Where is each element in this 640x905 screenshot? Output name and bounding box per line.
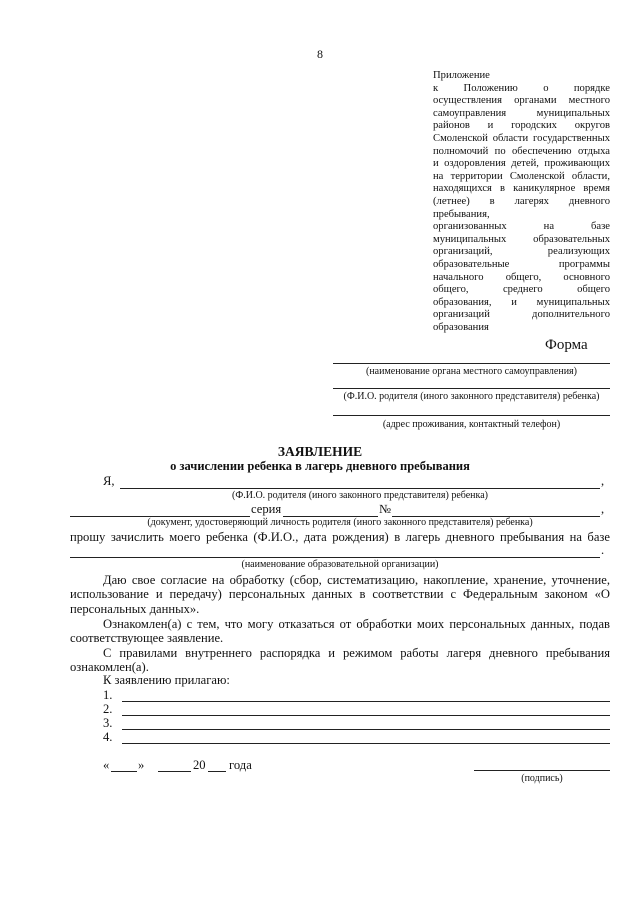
series-label: серия (251, 502, 282, 516)
document-subtitle: о зачислении ребенка в лагерь дневного пребывания (170, 459, 470, 473)
appendix-line: районов и городских округов (433, 120, 610, 132)
date-year-line[interactable] (208, 771, 226, 772)
date-close-quote: » (138, 758, 145, 772)
attachments-label: К заявлению прилагаю: (103, 673, 230, 687)
year-prefix: 20 (193, 758, 206, 772)
attachment-number: 1. (103, 688, 113, 702)
appendix-line: к Положению о порядке (433, 82, 610, 94)
organization-line[interactable] (70, 557, 600, 558)
date-open-quote: « (103, 758, 110, 772)
acquainted-paragraph: Ознакомлен(а) с тем, что могу отказаться от обработки моих персональных данных, подав соответствующее заявление. (70, 617, 610, 646)
parent-line[interactable] (333, 388, 610, 389)
attachment-line[interactable] (122, 715, 610, 716)
appendix-line: организованных на базе (433, 221, 610, 233)
address-caption: (адрес проживания, контактный телефон) (382, 419, 561, 430)
period: . (601, 543, 605, 557)
document-title: ЗАЯВЛЕНИЕ (277, 444, 363, 459)
appendix-line: пребывания, (433, 208, 490, 220)
organization-caption: (наименование образовательной организации) (241, 559, 439, 570)
authority-caption: (наименование органа местного самоуправления) (365, 366, 577, 377)
parent-name-line[interactable] (120, 488, 600, 489)
appendix-line: образования (433, 321, 489, 333)
attachment-line[interactable] (122, 729, 610, 730)
page-number: 8 (317, 47, 323, 61)
date-day-line[interactable] (111, 771, 137, 772)
number-label: № (379, 502, 392, 516)
authority-line[interactable] (333, 363, 610, 364)
comma: , (601, 474, 605, 488)
address-line[interactable] (333, 415, 610, 416)
appendix-line: (летнее) в лагерях дневного (433, 195, 610, 207)
appendix-line: осуществления органами местного (433, 95, 610, 107)
attachment-line[interactable] (122, 701, 610, 702)
consent-paragraph: Даю свое согласие на обработку (сбор, систематизацию, накопление, хранение, уточнение, использование и передачу) персональных данных в соответствии с Федеральным законом «О персональных данных». (70, 573, 610, 616)
appendix-line: самоуправления муниципальных (433, 107, 610, 119)
year-suffix: года (229, 758, 252, 772)
parent-name-caption: (Ф.И.О. родителя (иного законного представителя) ребенка) (232, 490, 488, 501)
appendix-line: организаций дополнительного (433, 309, 610, 321)
appendix-block (433, 70, 610, 334)
appendix-line: организаций, реализующих (433, 246, 610, 258)
attachment-number: 2. (103, 702, 113, 716)
appendix-line: общего, среднего общего (433, 284, 610, 296)
request-text: прошу зачислить моего ребенка (Ф.И.О., дата рождения) в лагерь дневного пребывания на базе (70, 530, 610, 544)
appendix-line: полномочий по обеспечению отдыха (433, 145, 610, 157)
signature-line[interactable] (474, 770, 610, 771)
attachment-number: 4. (103, 730, 113, 744)
attachment-line[interactable] (122, 743, 610, 744)
appendix-line: находящихся в каникулярное время (433, 183, 610, 195)
ya-prefix: Я, (103, 474, 115, 488)
form-label: Форма (545, 337, 588, 353)
comma: , (601, 502, 605, 516)
rules-paragraph: С правилами внутреннего распорядка и режимом работы лагеря дневного пребывания ознакомлен(а). (70, 646, 610, 675)
date-month-line[interactable] (158, 771, 191, 772)
appendix-line: начального общего, основного (433, 271, 610, 283)
appendix-line: Приложение (433, 70, 490, 81)
document-caption: (документ, удостоверяющий личность родителя (иного законного представителя) ребенка) (147, 517, 533, 528)
appendix-line: образовательные программы (433, 258, 610, 270)
appendix-line: и оздоровления детей, проживающих (433, 158, 610, 170)
appendix-line: муниципальных образовательных (433, 233, 610, 245)
appendix-line: Смоленской области государственных (433, 132, 610, 144)
appendix-line: на территории Смоленской области, (433, 170, 610, 182)
attachment-number: 3. (103, 716, 113, 730)
signature-caption: (подпись) (521, 773, 563, 784)
appendix-line: образования, и муниципальных (433, 296, 610, 308)
parent-caption: (Ф.И.О. родителя (иного законного представителя) ребенка) (343, 391, 600, 402)
